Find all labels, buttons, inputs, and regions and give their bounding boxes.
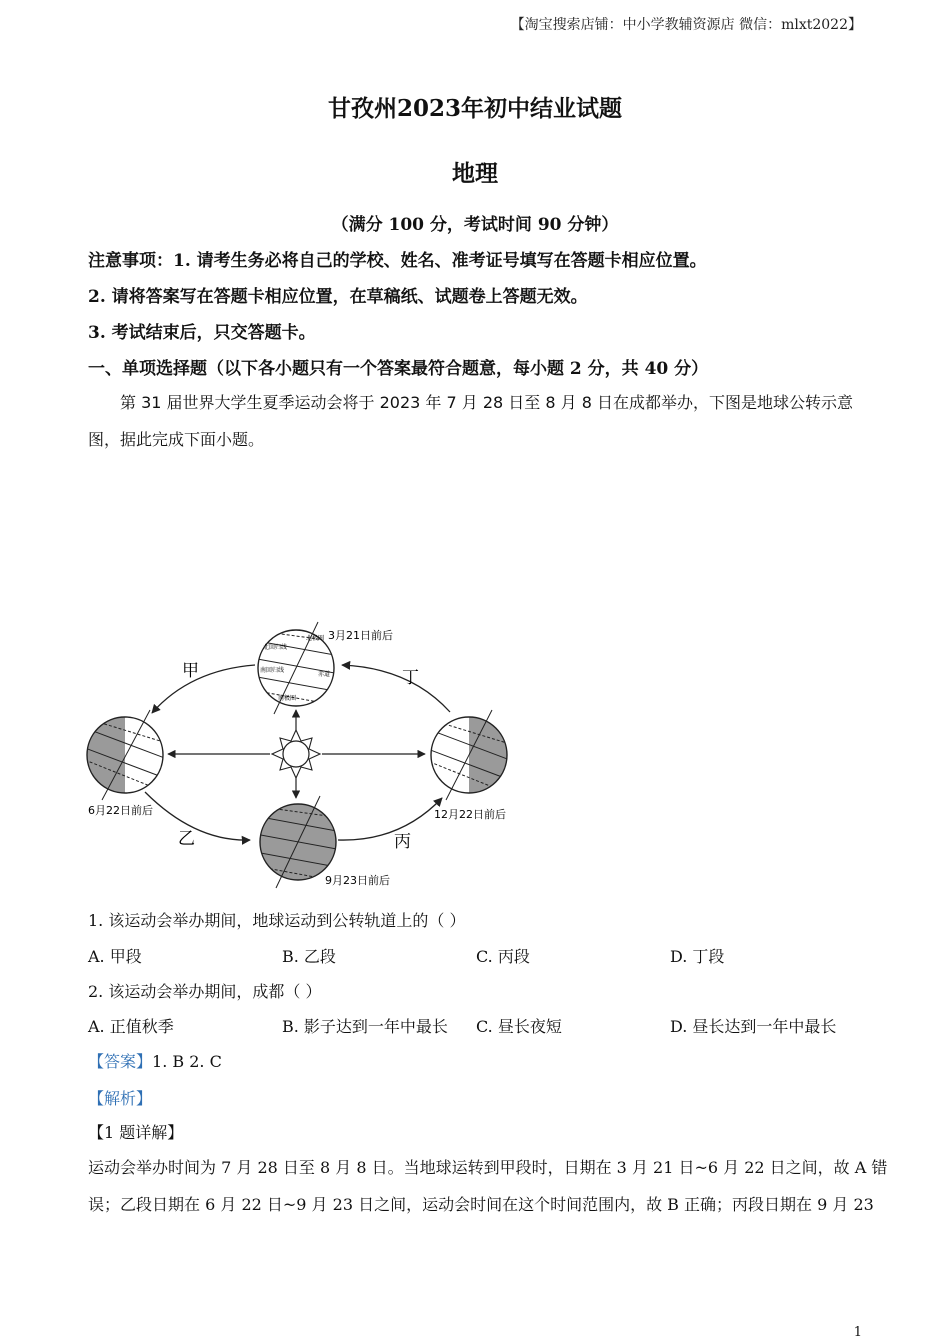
question-2-option-c: C. 昼长夜短 xyxy=(476,1017,562,1036)
question-1-option-b: B. 乙段 xyxy=(282,947,336,966)
note-line-1: 注意事项：1. 请考生务必将自己的学校、姓名、准考证号填写在答题卡相应位置。 xyxy=(88,251,707,271)
answer-line xyxy=(88,1049,222,1072)
label-sep23: 9月23日前后 xyxy=(325,874,390,887)
label-segment-ding: 丁 xyxy=(402,668,419,688)
question-1-stem: 1. 该运动会举办期间，地球运动到公转轨道上的（ ） xyxy=(88,911,466,930)
label-segment-bing: 丙 xyxy=(394,832,411,852)
question-2-option-b: B. 影子达到一年中最长 xyxy=(282,1017,448,1036)
label-segment-yi: 乙 xyxy=(178,829,195,849)
label-equator: 赤道 xyxy=(318,671,331,678)
label-antarctic-circle: 南极圈 xyxy=(278,695,297,702)
question-2-stem: 2. 该运动会举办期间，成都（ ） xyxy=(88,982,322,1001)
subject-title: 地理 xyxy=(452,160,498,187)
label-tropic-south: 南回归线 xyxy=(260,667,285,674)
earth-dec22 xyxy=(425,710,514,800)
label-tropic-north: 北回归线 xyxy=(263,644,288,651)
note-line-3: 3. 考试结束后，只交答题卡。 xyxy=(88,323,316,343)
intro-line-2: 图，据此完成下面小题。 xyxy=(88,430,265,449)
label-dec22: 12月22日前后 xyxy=(434,808,506,821)
question-1-option-d: D. 丁段 xyxy=(670,947,725,966)
page-title: 甘孜州2023年初中结业试题 xyxy=(327,95,622,122)
answer-text: 1. B 2. C xyxy=(152,1052,222,1071)
earth-jun22 xyxy=(80,710,170,800)
earth-orbit-diagram xyxy=(80,610,520,890)
label-arctic-circle: 北极圈 xyxy=(306,635,325,642)
label-segment-jia: 甲 xyxy=(182,661,199,681)
detail-line-2: 误；乙段日期在 6 月 22 日~9 月 23 日之间，运动会时间在这个时间范围内，故 B 正确；丙段日期在 9 月 23 xyxy=(88,1195,874,1214)
section-heading: 一、单项选择题（以下各小题只有一个答案最符合题意，每小题 2 分，共 40 分） xyxy=(88,359,709,379)
detail-line-1: 运动会举办时间为 7 月 28 日至 8 月 8 日。当地球运转到甲段时，日期在 3 月 21 日~6 月 22 日之间，故 A 错 xyxy=(88,1158,888,1177)
question-2-option-a: A. 正值秋季 xyxy=(88,1017,174,1036)
analysis-tag: 【解析】 xyxy=(88,1089,153,1108)
sun-icon xyxy=(272,730,320,778)
label-mar21: 3月21日前后 xyxy=(328,629,393,642)
note-line-2: 2. 请将答案写在答题卡相应位置，在草稿纸、试题卷上答题无效。 xyxy=(88,287,588,307)
detail-heading: 【1 题详解】 xyxy=(88,1123,184,1142)
question-1-option-c: C. 丙段 xyxy=(476,947,530,966)
intro-line-1: 第 31 届世界大学生夏季运动会将于 2023 年 7 月 28 日至 8 月 8 日在成都举办，下图是地球公转示意 xyxy=(120,393,854,412)
question-1-option-a: A. 甲段 xyxy=(88,947,142,966)
page-number: 1 xyxy=(853,1325,862,1340)
answer-tag: 【答案】 xyxy=(88,1052,153,1071)
question-2-option-d: D. 昼长达到一年中最长 xyxy=(670,1017,837,1036)
header-note: 【淘宝搜索店铺：中小学教辅资源店 微信：mlxt2022】 xyxy=(510,17,862,33)
label-jun22: 6月22日前后 xyxy=(88,804,153,817)
exam-info: （满分 100 分，考试时间 90 分钟） xyxy=(331,215,619,235)
